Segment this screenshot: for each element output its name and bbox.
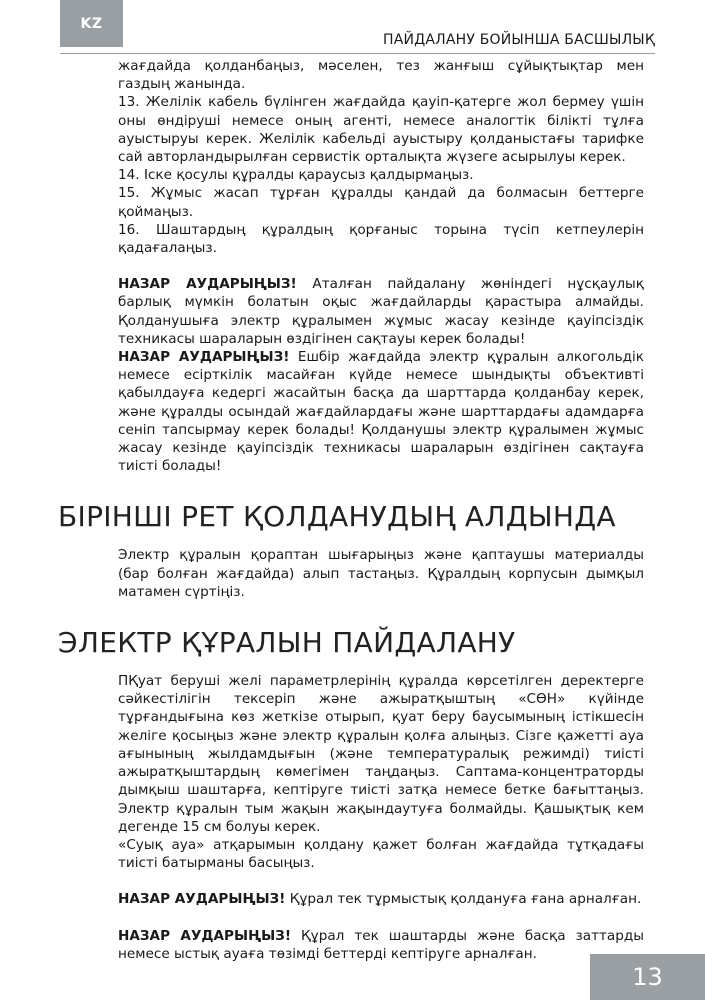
warning-label: НАЗАР АУДАРЫҢЫЗ! bbox=[118, 891, 286, 908]
safety-item-15: 15. Жұмыс жасап тұрған құралды қандай да болмасын беттерге қоймаңыз. bbox=[118, 185, 644, 220]
section-heading-before-first-use: БІРІНШІ РЕТ ҚОЛДАНУДЫҢ АЛДЫНДА bbox=[58, 500, 616, 534]
running-header-title: ПАЙДАЛАНУ БОЙЫНША БАСШЫЛЫҚ bbox=[383, 32, 655, 48]
warning-label: НАЗАР АУДАРЫҢЫЗ! bbox=[118, 927, 292, 944]
warning-text: Аталған пайдалану жөніндегі нұсқаулық барлық мүмкін болатын оқыс жағдайларды қарастыра алмайды. Қолданушыға электр құралымен жұмыс жасау кезінде қауіпсіздік техникасы шараларын өздігінен сақтауы керек болады! bbox=[118, 276, 645, 347]
warning-text: Ешбір жағдайда электр құралын алкогольдік немесе есірткілік масайған күйде немесе шындықты объективті қабылдауға кедергі жасайтын басқа да шарттарда қолданбау керек, және құралды осындай жағдайлардағы және шарттардағы адамдарға сеніп тапсырмау керек болады! Қолданушы электр құралымен жұмыс жасау кезінде қауіпсіздік техникасы шараларын өздігінен сақтауға тиісті болады! bbox=[118, 349, 645, 475]
safety-item-16: 16. Шаштардың құралдың қорғаныс торына түсіп кетпеулерін қадағалаңыз. bbox=[118, 221, 644, 257]
safety-item-14: 14. Іске қосулы құралды қараусыз қалдырмаңыз. bbox=[118, 167, 474, 184]
warning-paragraph-1 bbox=[118, 275, 644, 348]
warning-paragraph-4 bbox=[118, 927, 644, 963]
page-content bbox=[58, 57, 645, 963]
language-tab: KZ bbox=[60, 0, 123, 47]
warning-label: НАЗАР АУДАРЫҢЫЗ! bbox=[118, 276, 297, 293]
warning-paragraph-2 bbox=[118, 348, 644, 475]
warning-text: Құрал тек тұрмыстық қолдануға ғана арналған. bbox=[285, 891, 642, 908]
header-divider bbox=[60, 53, 655, 54]
intro-paragraph: жағдайда қолданбаңыз, мәселен, тез жанғыш сұйықтықтар мен газдың жанында. bbox=[118, 58, 644, 93]
using-tool-paragraph: ПҚуат беруші желі параметрлерінің құралда көрсетілген деректерге сәйкестілігін тексеріп және ажыратқыштың «СӨН» күйінде тұрғандығына көз жеткізе отырып, қуат беру баусымының істікшесін желіге қосыңыз және электр құралын қолға алыңыз. Сізге қажетті ауа ағынының жылдамдығын (және температуралық режимді) тиісті ажыратқыштардың көмегімен таңдаңыз. Саптама-концентраторды дымқыш шаштарға, кептіруге тиісті затқа немесе бетке бағыттаңыз. Электр құралын тым жақын жақындаутуға болмайды. Қашықтық кем дегенде 15 см болуы керек. bbox=[118, 673, 644, 835]
warning-label: НАЗАР АУДАРЫҢЫЗ! bbox=[118, 349, 290, 366]
safety-item-13: 13. Желілік кабель бүлінген жағдайда қауіп-қатерге жол бермеу үшін оны өндіруші немесе оның агенті, немесе аналогтік білікті тұлға ауыстыруы керек. Желілік кабельді ауыстыру қолданыстағы тарифке сай авторландырылған сервистік орталықта жүзеге асырылуы керек. bbox=[118, 94, 644, 166]
warning-paragraph-3 bbox=[118, 890, 644, 908]
warning-text: Құрал тек шаштарды және басқа заттарды немесе ыстық ауаға төзімді беттерді кептіруге арналған. bbox=[118, 927, 644, 962]
page-number: 13 bbox=[590, 954, 705, 1000]
before-first-use-text: Электр құралын қораптан шығарыңыз және қаптаушы материалды (бар болған жағдайда) алып тастаңыз. Құралдың корпусын дымқыл матамен сүртіңіз. bbox=[118, 547, 644, 600]
cold-air-paragraph: «Суық ауа» атқарымын қолдану қажет болған жағдайда тұтқадағы тиісті батырманы басыңыз. bbox=[118, 836, 644, 872]
section-heading-using-tool: ЭЛЕКТР ҚҰРАЛЫН ПАЙДАЛАНУ bbox=[58, 626, 516, 660]
